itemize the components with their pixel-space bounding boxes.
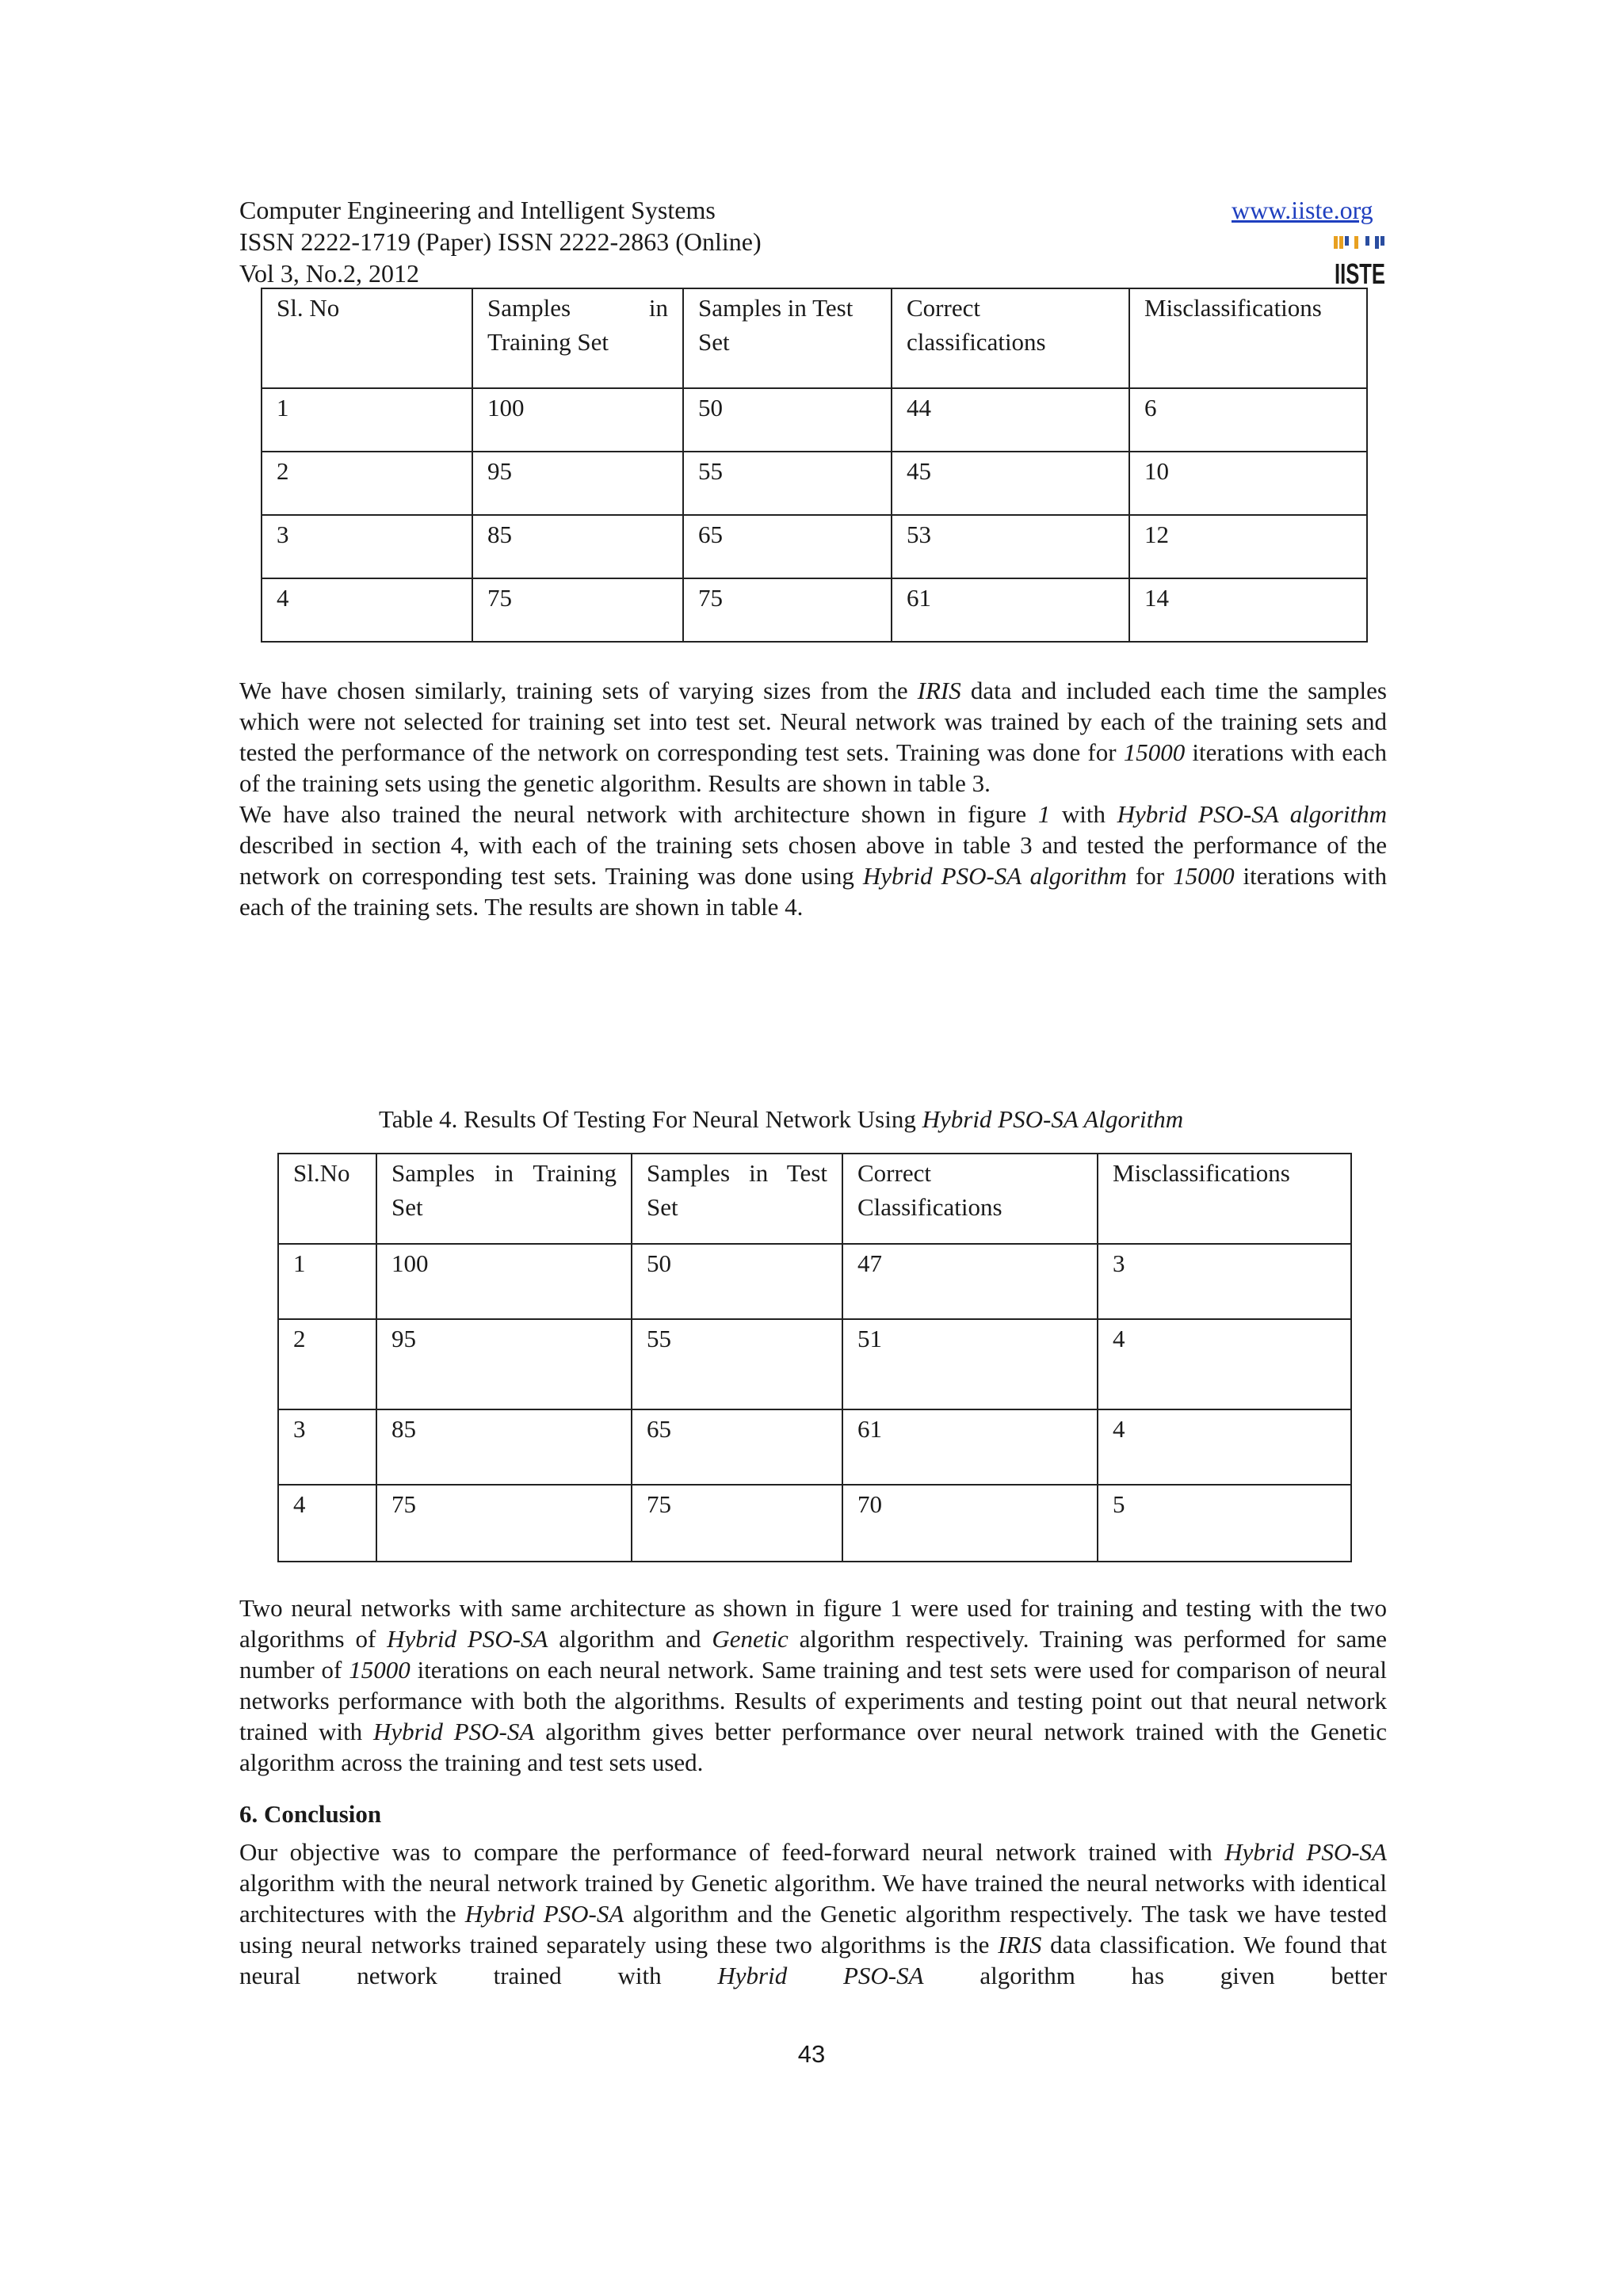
table-cell: 4 <box>278 1485 376 1562</box>
table-cell: 44 <box>892 388 1129 452</box>
table-cell: 50 <box>683 388 892 452</box>
table-cell: 14 <box>1129 578 1367 642</box>
table-cell: 3 <box>262 515 472 578</box>
journal-website-link[interactable]: www.iiste.org <box>1232 196 1373 224</box>
table-cell: 50 <box>632 1244 842 1319</box>
table-row <box>262 515 1367 578</box>
table-3-header-cell: Samples in Test Set <box>683 288 892 388</box>
table-cell: 6 <box>1129 388 1367 452</box>
body-paragraph-3: Our objective was to compare the performance of feed-forward neural network trained with Hybrid PSO-SA algorithm with the neural network trained by Genetic algorithm. We have trained the neural networks with identical architectures with the Hybrid PSO-SA algorithm and the Genetic algorithm respectively. The task we have tested using neural networks trained separately using these two algorithms is the IRIS data classification. We found that neural network trained with Hybrid PSO-SA algorithm has given better <box>239 1838 1388 1989</box>
table-cell: 65 <box>632 1409 842 1485</box>
table-4-caption: Table 4. Results Of Testing For Neural Network Using Hybrid PSO-SA Algorithm <box>379 1105 1184 1133</box>
table-cell: 51 <box>842 1319 1098 1409</box>
table-cell: 5 <box>1098 1485 1351 1562</box>
table-cell: 1 <box>278 1244 376 1319</box>
table-cell: 47 <box>842 1244 1098 1319</box>
table-4-header-cell: Misclassifications <box>1098 1154 1351 1244</box>
table-cell: 75 <box>376 1485 632 1562</box>
section-heading-conclusion: 6. Conclusion <box>239 1800 382 1828</box>
table-cell: 61 <box>842 1409 1098 1485</box>
table-cell: 2 <box>278 1319 376 1409</box>
table-cell: 3 <box>278 1409 376 1485</box>
table-3-header-row <box>262 288 1367 388</box>
table-4-header-cell: Samples in Test Set <box>632 1154 842 1244</box>
page-number: 43 <box>797 2040 826 2068</box>
table-cell: 61 <box>892 578 1129 642</box>
table-cell: 2 <box>262 452 472 515</box>
table-4-header-row <box>278 1154 1351 1244</box>
table-row <box>278 1409 1351 1485</box>
table-cell: 95 <box>376 1319 632 1409</box>
table-4-header-cell: Sl.No <box>278 1154 376 1244</box>
table-row <box>278 1485 1351 1562</box>
body-paragraph-1: We have chosen similarly, training sets of varying sizes from the IRIS data and included each time the samples which were not selected for training set into test set. Neural network was trained by each of the training sets and tested the performance of the network on corresponding test sets. Training was done for 15000 iterations with each of the training sets using the genetic algorithm. Results are shown in table 3. We have also trained the neural network with architecture shown in figure 1 with Hybrid PSO-SA algorithm described in section 4, with each of the training sets chosen above in table 3 and tested the performance of the network on corresponding test sets. Training was done using Hybrid PSO-SA algorithm for 15000 iterations with each of the training sets. The results are shown in table 4. <box>239 677 1387 921</box>
body-paragraph-2: Two neural networks with same architecture as shown in figure 1 were used for training and testing with the two algorithms of Hybrid PSO-SA algorithm and Genetic algorithm respectively. Training was performed for same number of 15000 iterations on each neural network. Same training and test sets were used for comparison of neural networks performance with both the algorithms. Results of experiments and testing point out that neural network trained with Hybrid PSO-SA algorithm gives better performance over neural network trained with the Genetic algorithm across the training and test sets used. <box>239 1594 1388 1776</box>
table-cell: 45 <box>892 452 1129 515</box>
table-cell: 75 <box>632 1485 842 1562</box>
table-cell: 12 <box>1129 515 1367 578</box>
table-cell: 4 <box>1098 1319 1351 1409</box>
table-cell: 3 <box>1098 1244 1351 1319</box>
table-3-header-cell: Misclassifications <box>1129 288 1367 388</box>
table-cell: 1 <box>262 388 472 452</box>
table-cell: 85 <box>472 515 683 578</box>
table-3-header-cell: Sl. No <box>262 288 472 388</box>
table-cell: 75 <box>472 578 683 642</box>
table-cell: 75 <box>683 578 892 642</box>
table-row <box>262 578 1367 642</box>
table-4-header-cell: Samples in Training Set <box>376 1154 632 1244</box>
table-4 <box>277 1153 1352 1562</box>
table-cell: 55 <box>632 1319 842 1409</box>
table-cell: 65 <box>683 515 892 578</box>
table-cell: 10 <box>1129 452 1367 515</box>
table-cell: 4 <box>1098 1409 1351 1485</box>
table-cell: 4 <box>262 578 472 642</box>
table-cell: 100 <box>472 388 683 452</box>
table-row <box>278 1319 1351 1409</box>
table-row <box>278 1244 1351 1319</box>
table-cell: 70 <box>842 1485 1098 1562</box>
table-row <box>262 452 1367 515</box>
table-cell: 55 <box>683 452 892 515</box>
iiste-logo <box>1334 235 1386 290</box>
table-cell: 100 <box>376 1244 632 1319</box>
journal-issn: ISSN 2222-1719 (Paper) ISSN 2222-2863 (Online) <box>239 227 762 256</box>
logo-text: IISTE <box>1335 257 1385 290</box>
table-4-header-cell: Correct Classifications <box>842 1154 1098 1244</box>
table-row <box>262 388 1367 452</box>
table-3-header-cell: Correct classifications <box>892 288 1129 388</box>
journal-title: Computer Engineering and Intelligent Systems <box>239 196 716 224</box>
table-3 <box>261 288 1368 643</box>
table-cell: 95 <box>472 452 683 515</box>
journal-volume: Vol 3, No.2, 2012 <box>239 259 419 288</box>
table-cell: 85 <box>376 1409 632 1485</box>
table-3-header-cell: Samples in Training Set <box>472 288 683 388</box>
table-cell: 53 <box>892 515 1129 578</box>
